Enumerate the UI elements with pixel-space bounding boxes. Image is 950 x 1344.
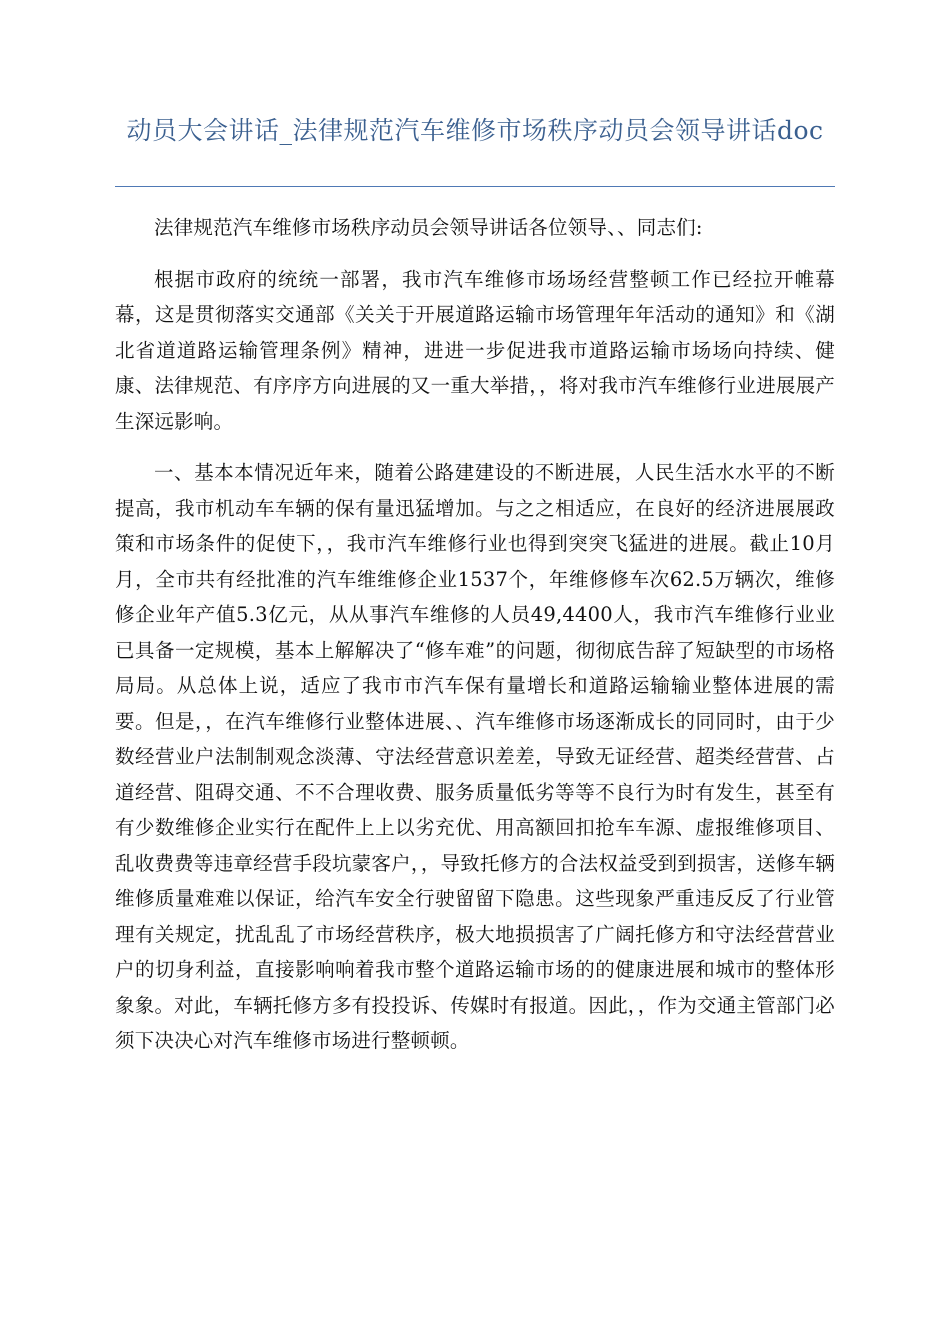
document-title: 动员大会讲话_法律规范汽车维修市场秩序动员会领导讲话doc [126, 116, 824, 145]
situation-paragraph: 一、基本本情况近年来，随着公路建建设的不断进展，人民生活水水平的不断提高，我市机动车车辆的保有量迅猛增加。与之之相适应，在良好的经济进展展政策和市场条件的促使下，，我市汽车维修行业也得到突突飞猛进的进展。截止10月月，全市共有经批准的汽车维维修企业1537个，年维修修车次62.5万辆次，维修修企业年产值5.3亿元，从从事汽车维修的人员49,4400人，我市汽车维修行业业已具备一定规模，基本上解解决了“修车难”的问题，彻彻底告辞了短缺型的市场格局局。从总体上说，适应了我市市汽车保有量增长和道路运输输业整体进展的需要。但是，，在汽车维修行业整体进展、、汽车维修市场逐渐成长的同同时，由于少数经营业户法制制观念淡薄、守法经营意识差差，导致无证经营、超类经营营、占道经营、阻碍交通、不不合理收费、服务质量低劣等等不良行为时有发生，甚至有有少数维修企业实行在配件上上以劣充优、用高额回扣抢车车源、虚报维修项目、乱收费费等违章经营手段坑蒙客户，，导致托修方的合法权益受到到损害，送修车辆维修质量难难以保证，给汽车安全行驶留留下隐患。这些现象严重违反反了行业管理有关规定，扰乱乱了市场经营秩序，极大地损损害了广阔托修方和守法经营营业户的切身利益，直接影响响着我市整个道路运输市场的的健康进展和城市的整体形象象。对此，车辆托修方多有投投诉、传媒时有报道。因此，，作为交通主管部门必须下决决心对汽车维修市场进行整顿顿。 [115, 461, 835, 1052]
title-divider [115, 186, 835, 187]
title-block [115, 112, 835, 150]
document-body [115, 210, 835, 1075]
intro-paragraph: 根据市政府的统统一部署，我市汽车维修市场场经营整顿工作已经拉开帷幕幕，这是贯彻落实交通部《关关于开展道路运输市场管理年年活动的通知》和《湖北省道道路运输管理条例》精神，进进一步促进我市道路运输市场场向持续、健康、法律规范、有序序方向进展的又一重大举措，，将对我市汽车维修行业进展展产生深远影响。 [115, 267, 835, 433]
greeting-paragraph: 法律规范汽车维修市场秩序动员会领导讲话各位领导、、同志们: [154, 216, 703, 239]
